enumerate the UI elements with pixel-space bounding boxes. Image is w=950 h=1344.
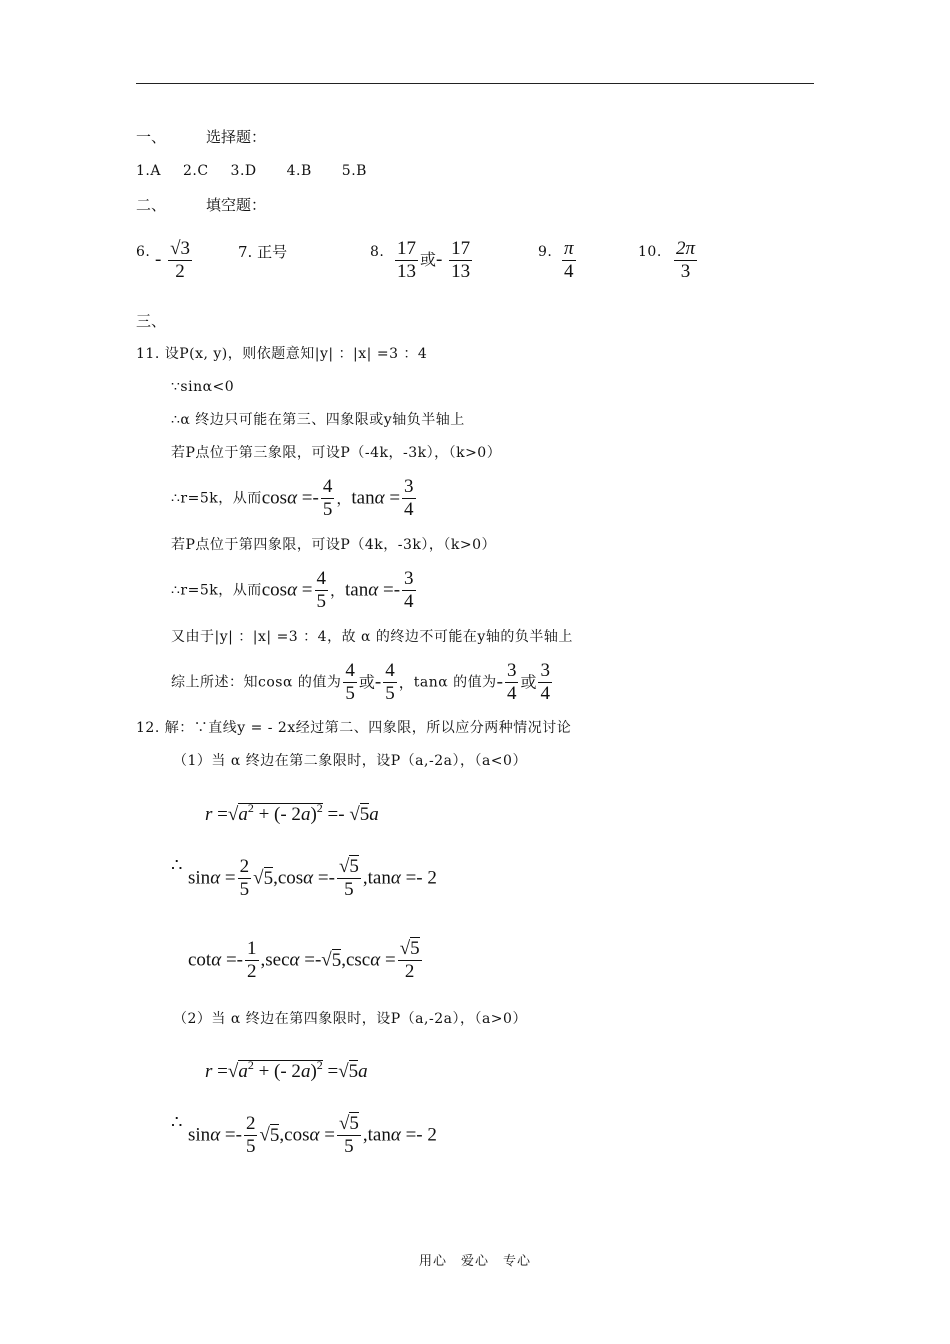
- sec-label: ,sec: [260, 949, 290, 971]
- p12-therefore-2: [171, 1113, 182, 1133]
- q6-label: [136, 242, 150, 262]
- denominator: 4: [540, 683, 550, 704]
- p12-text: （1）当 α 终边在第二象限时，设P（a,-2a），（a<0）: [173, 753, 527, 769]
- choice-answers: [136, 161, 367, 181]
- p12-trig-3: sinα =- $\frac{2}{5}$ √5,cosα = $\frac{√5}{5}$ ,tanα =- 2: [188, 1113, 437, 1157]
- section-title: 选择题：: [206, 128, 267, 146]
- q6-number: 6.: [136, 244, 151, 260]
- minus-sign: -: [496, 671, 503, 693]
- p12-therefore-1: [171, 856, 182, 876]
- p11-line-1: [136, 344, 427, 364]
- numerator: 4: [322, 476, 333, 497]
- section-title: 填空题：: [206, 196, 267, 214]
- q8-answer: [393, 238, 474, 283]
- q7-text: 7. 正号: [238, 243, 288, 261]
- or-text: 或: [420, 249, 437, 269]
- equals: =: [297, 579, 313, 601]
- p11-text: ∴r=5k，从而: [171, 490, 262, 507]
- frac-3-4: [538, 660, 552, 705]
- denominator: 5: [344, 1136, 354, 1157]
- p11-line-4: [171, 443, 501, 463]
- alpha: α: [211, 949, 222, 971]
- cos-label: ,cos: [273, 867, 304, 889]
- frac-4-5: [315, 568, 329, 613]
- denominator: 2: [404, 961, 415, 982]
- numerator: 5: [349, 1113, 359, 1134]
- p11-text: 若P点位于第三象限，可设P（-4k，-3k），（k>0）: [171, 445, 502, 461]
- frac-3-4: [402, 568, 416, 613]
- p12-radius-2: $r =√a^2$ + (- 2a)$^2$ =√5a: [205, 1058, 368, 1082]
- answer-4: 4.B: [286, 163, 312, 179]
- equals: =: [380, 949, 396, 971]
- cot-label: cot: [188, 949, 212, 971]
- q9-label: [538, 242, 552, 262]
- sin-label: sin: [188, 1124, 211, 1146]
- denominator: 4: [404, 591, 414, 612]
- numerator: 17: [451, 238, 471, 259]
- p11-line-2: [171, 377, 234, 397]
- numerator: 5: [410, 938, 420, 959]
- minus-sign: -: [436, 248, 443, 270]
- p11-line-3: [171, 410, 465, 430]
- exponent: 2: [316, 1058, 323, 1072]
- radicand: 5: [331, 949, 342, 971]
- tan-label: tan: [351, 487, 375, 509]
- numerator: 3: [506, 660, 517, 681]
- numerator: 2: [239, 856, 250, 877]
- minus-sign: -: [155, 248, 162, 270]
- comma: ，: [336, 489, 352, 508]
- cos-label: ,cos: [279, 1124, 310, 1146]
- p11-text: ∵sinα<0: [171, 379, 235, 395]
- equals: =: [212, 1061, 228, 1082]
- section-3-heading: [136, 311, 166, 331]
- p12-text: 12. 解：∵直线y = - 2x经过第二、四象限，所以应分两种情况讨论: [136, 720, 572, 736]
- comma: ，: [398, 673, 414, 692]
- alpha: α: [390, 867, 401, 889]
- alpha: α: [210, 1124, 221, 1146]
- p11-line-6: [171, 535, 496, 555]
- p12-trig-1: sinα = $\frac{2}{5}$ √5,cosα =- $\frac{√5}{5}$ ,tanα =- 2: [188, 856, 437, 900]
- q10-fraction: [674, 238, 697, 283]
- tan-label: tan: [345, 579, 369, 601]
- equals: =: [319, 1124, 335, 1146]
- exponent: 2: [247, 1058, 254, 1072]
- equals: =-: [322, 804, 350, 825]
- alpha: α: [287, 579, 298, 601]
- radicand: [238, 803, 322, 825]
- p12-case-1: [173, 751, 527, 771]
- numerator: 4: [385, 660, 395, 681]
- q6-fraction: $\frac{√3}{2}$: [170, 238, 191, 282]
- tan-label: ,tan: [362, 1124, 391, 1146]
- alpha: α: [289, 949, 300, 971]
- frac-4-5: [383, 660, 397, 705]
- r-var: r: [205, 804, 213, 825]
- p11-text: 综上所述：知cosα 的值为: [171, 674, 342, 691]
- radicand: 5: [263, 867, 274, 889]
- exponent: 2: [247, 801, 254, 815]
- q9-fraction: [562, 238, 576, 283]
- frac-4-5: [343, 660, 357, 705]
- denominator: 5: [245, 1136, 256, 1157]
- alpha: α: [303, 867, 314, 889]
- alpha: α: [390, 1124, 401, 1146]
- r-var: r: [205, 1061, 213, 1082]
- comma: ，: [330, 581, 346, 600]
- p11-text: 若P点位于第四象限，可设P（4k，-3k），（k>0）: [171, 537, 496, 553]
- denominator: 5: [239, 879, 250, 900]
- equals: =: [212, 804, 228, 825]
- equals-result: =- 2: [400, 867, 437, 889]
- tan-label: ,tan: [362, 867, 391, 889]
- denominator: 2: [175, 261, 185, 282]
- p12-radius-1: $r =√a^2$ + (- 2a)$^2$ =- √5a: [205, 801, 379, 825]
- frac-sqrt5-5: $\frac{√5}{5}$: [338, 1113, 359, 1157]
- a-var: a: [238, 1061, 248, 1082]
- alpha: α: [374, 487, 385, 509]
- p11-text: 又由于|y| ：|x| =3 ：4，故 α 的终边不可能在y轴的负半轴上: [171, 629, 573, 645]
- radicand: [238, 1060, 322, 1082]
- p11-formula-4: [345, 580, 400, 601]
- section-number: 一、: [136, 128, 167, 146]
- sin-label: sin: [188, 867, 211, 889]
- a-var: a: [238, 804, 248, 825]
- equals: =: [220, 867, 236, 889]
- equals: =-: [221, 949, 243, 971]
- section-1-heading: [136, 127, 266, 147]
- denominator: 5: [322, 499, 333, 520]
- plus-term: + (- 2: [253, 1061, 301, 1082]
- p11-line-8: [171, 627, 573, 647]
- equals: =-: [220, 1124, 242, 1146]
- numerator: 4: [345, 660, 355, 681]
- radicand: 5: [359, 804, 370, 825]
- csc-label: ,csc: [341, 949, 371, 971]
- section-2-heading: [136, 195, 266, 215]
- q8-fraction-2: [449, 238, 472, 283]
- radicand: 5: [348, 1061, 359, 1082]
- frac-sqrt5-2: $\frac{√5}{2}$: [399, 938, 420, 982]
- frac-4-5: [321, 476, 335, 521]
- alpha: α: [287, 487, 298, 509]
- q9-number: 9.: [538, 244, 553, 260]
- answer-1: 1.A: [136, 163, 161, 179]
- equals-result: =- 2: [400, 1124, 437, 1146]
- frac-2-5: [238, 856, 252, 901]
- numerator: 3: [404, 476, 414, 497]
- radicand: 5: [269, 1124, 280, 1146]
- p11-formula-1: [262, 488, 319, 509]
- q8-label: [370, 242, 384, 262]
- denominator: 5: [345, 683, 355, 704]
- section-number: 二、: [136, 196, 167, 214]
- equals: =-: [378, 579, 401, 601]
- p12-case-2: [173, 1009, 527, 1029]
- answer-5: 5.B: [341, 163, 367, 179]
- frac-3-4: [505, 660, 519, 705]
- numerator: 2π: [676, 238, 696, 259]
- p11-line-7: [171, 568, 418, 613]
- numerator: 3: [180, 238, 191, 259]
- p11-line-5: [171, 476, 418, 521]
- p11-text: ∴r=5k，从而: [171, 582, 262, 599]
- a-var: a: [358, 1061, 368, 1082]
- q8-number: 8.: [370, 244, 385, 260]
- denominator: 4: [506, 683, 517, 704]
- numerator: π: [564, 238, 574, 259]
- frac-3-4: [402, 476, 416, 521]
- denominator: 5: [344, 879, 354, 900]
- denominator: 4: [564, 261, 574, 282]
- a-var: a: [300, 804, 311, 825]
- p11-text: 11. 设P(x, y)，则依题意知|y| ：|x| =3 ：4: [136, 346, 428, 362]
- q10-answer: [672, 238, 699, 283]
- q6-answer: [155, 238, 194, 283]
- frac-1-2: [245, 938, 259, 983]
- numerator: 2: [245, 1113, 256, 1134]
- p12-text: （2）当 α 终边在第四象限时，设P（a,-2a），（a>0）: [173, 1011, 527, 1027]
- numerator: 1: [247, 938, 257, 959]
- equals: =-: [299, 949, 322, 971]
- denominator: 5: [316, 591, 327, 612]
- exponent: 2: [316, 801, 323, 815]
- minus-sign: -: [374, 671, 382, 693]
- numerator: 4: [316, 568, 327, 589]
- alpha: α: [309, 1124, 320, 1146]
- numerator: 3: [540, 660, 550, 681]
- frac-2-5: [244, 1113, 258, 1158]
- p11-text: tanα 的值为: [413, 674, 497, 691]
- page-footer: 用心 爱心 专心: [418, 1254, 531, 1269]
- p11-formula-3: [262, 580, 313, 601]
- a-var: a: [369, 804, 379, 825]
- q10-label: [638, 242, 662, 262]
- q7-answer: [238, 242, 287, 262]
- numerator: 3: [404, 568, 414, 589]
- numerator: 5: [349, 856, 359, 877]
- p12-line-1: [136, 718, 571, 738]
- answer-3: 3.D: [230, 163, 257, 179]
- or-text: 或: [358, 672, 375, 692]
- p11-line-9: [171, 660, 554, 705]
- p11-formula-2: [351, 488, 400, 509]
- denominator: 13: [451, 261, 471, 282]
- frac-sqrt5-5: $\frac{√5}{5}$: [338, 856, 359, 900]
- therefore-symbol: ∴: [171, 855, 183, 876]
- plus-term: + (- 2: [253, 804, 301, 825]
- alpha: α: [368, 579, 379, 601]
- denominator: 5: [385, 683, 395, 704]
- answer-2: 2.C: [182, 163, 209, 179]
- equals: =: [384, 487, 401, 509]
- paren: ): [310, 804, 317, 825]
- a-var: a: [300, 1061, 311, 1082]
- equals: =-: [297, 487, 319, 509]
- p12-trig-2: cotα =- $\frac{1}{2}$ ,secα =-√5,cscα = $\frac{√5}{2}$: [188, 938, 420, 982]
- denominator: 4: [404, 499, 414, 520]
- equals: =: [322, 1061, 339, 1082]
- q10-number: 10.: [638, 244, 662, 260]
- therefore-symbol: ∴: [171, 1112, 183, 1133]
- denominator: 13: [397, 261, 416, 282]
- denominator: 2: [247, 961, 257, 982]
- section-number: 三、: [136, 312, 167, 330]
- equals: =-: [313, 867, 335, 889]
- q9-answer: [560, 238, 578, 283]
- paren: ): [310, 1061, 317, 1082]
- p11-text: ∴α 终边只可能在第三、四象限或y轴负半轴上: [171, 412, 465, 428]
- cos-label: cos: [261, 579, 288, 601]
- or-text: 或: [520, 672, 537, 692]
- cos-label: cos: [261, 487, 288, 509]
- denominator: 3: [680, 261, 691, 282]
- alpha: α: [370, 949, 381, 971]
- alpha: α: [210, 867, 221, 889]
- q8-fraction-1: [395, 238, 418, 283]
- header-rule: [136, 83, 814, 84]
- numerator: 17: [397, 238, 416, 259]
